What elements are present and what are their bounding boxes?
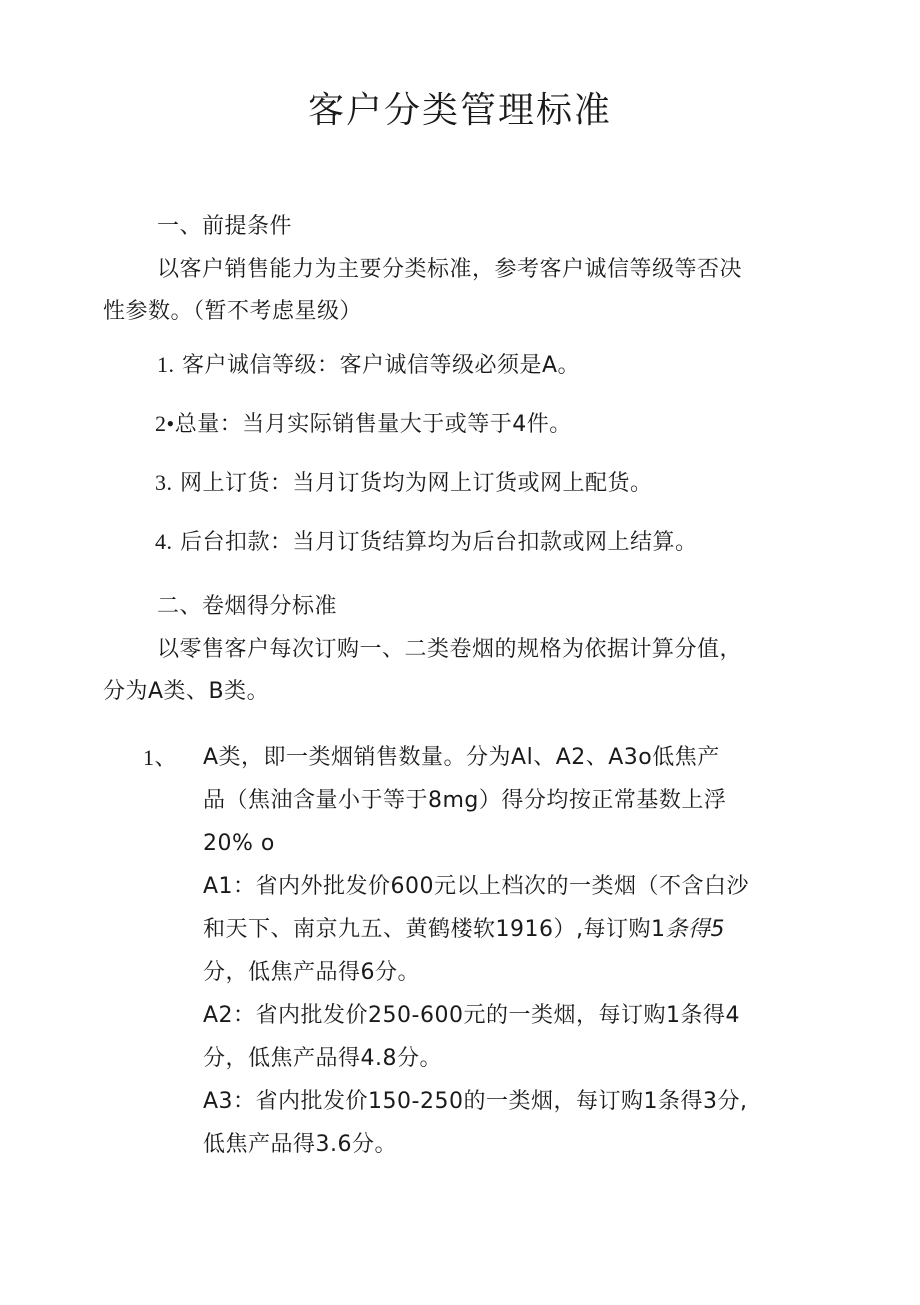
section2-intro-line2: 分为A类、B类。 [103, 679, 270, 704]
item1-line2: 品（焦油含量小于等于8mg）得分均按正常基数上浮 [203, 788, 727, 813]
section-heading-scoring: 二、卷烟得分标准 [157, 594, 338, 619]
section1-intro-line1: 以客户销售能力为主要分类标准，参考客户诚信等级等否决 [157, 257, 743, 282]
section1-intro-line2: 性参数。（暂不考虑星级） [103, 299, 363, 324]
a1-line1: A1：省内外批发价600元以上档次的一类烟（不含白沙 [203, 874, 750, 899]
list-item [155, 409, 572, 440]
a1-line3: 分，低焦产品得6分。 [203, 960, 420, 985]
a1-line2-main: 和天下、南京九五、黄鹤楼软1916）,每订购1 [203, 917, 666, 942]
list-item-number: 3. [155, 470, 173, 495]
a2-line1: A2：省内批发价250-600元的一类烟，每订购1条得4 [203, 1003, 740, 1028]
section2-intro-line1: 以零售客户每次订购一、二类卷烟的规格为依据计算分值， [157, 637, 743, 662]
a3-line1: A3：省内批发价150-250的一类烟，每订购1条得3分, [203, 1089, 748, 1114]
item1-line3: 20% o [203, 831, 275, 856]
list-item-number: 1. [157, 352, 175, 377]
list-item-text: 客户诚信等级：客户诚信等级必须是A。 [182, 353, 581, 378]
section-heading-prerequisites: 一、前提条件 [157, 214, 293, 239]
list-item [157, 350, 580, 381]
list-item [155, 527, 698, 558]
a1-line2-italic: 条得5 [665, 917, 725, 942]
a1-line2 [203, 915, 725, 945]
list-item-text: 后台扣款：当月订货结算均为后台扣款或网上结算。 [180, 530, 698, 555]
list-item-text: 网上订货：当月订货均为网上订货或网上配货。 [180, 471, 653, 496]
sublist-number: 1、 [143, 745, 178, 770]
page-title: 客户分类管理标准 [307, 90, 612, 131]
a3-line2: 低焦产品得3.6分。 [203, 1132, 397, 1157]
list-item-number: 2• [155, 411, 175, 436]
list-item [155, 468, 653, 499]
list-item-number: 4. [155, 529, 173, 554]
item1-line1: A类，即一类烟销售数量。分为Al、A2、A3o低焦产 [203, 745, 720, 770]
a2-line2: 分，低焦产品得4.8分。 [203, 1046, 442, 1071]
list-item-text: 总量：当月实际销售量大于或等于4件。 [174, 412, 572, 437]
